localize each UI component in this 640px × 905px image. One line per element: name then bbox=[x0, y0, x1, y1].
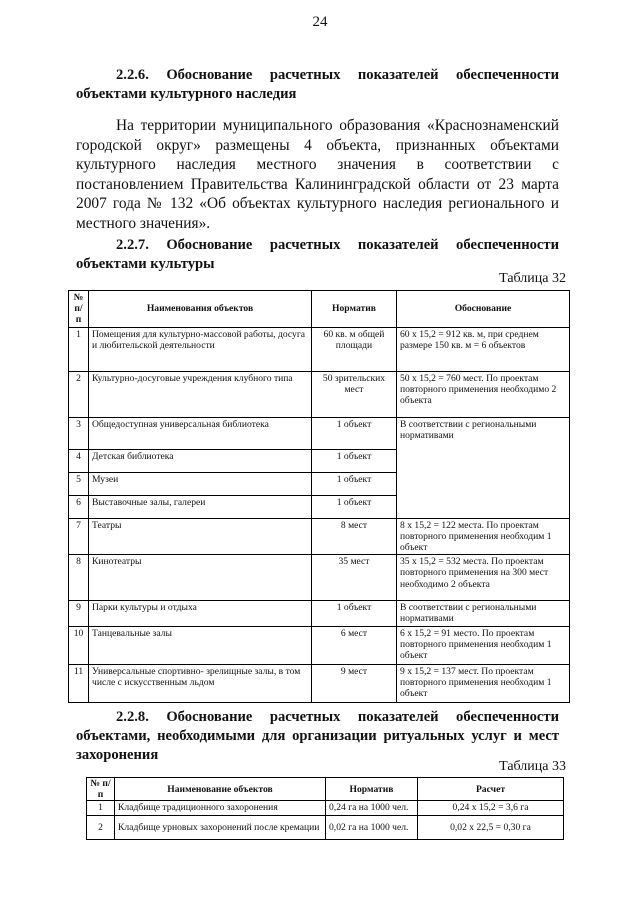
row-norm: 35 мест bbox=[312, 555, 397, 601]
row-name: Музеи bbox=[89, 472, 312, 495]
row-name: Культурно-досуговые учреждения клубного типа bbox=[89, 371, 312, 417]
col-header-number: № п/п bbox=[87, 778, 115, 801]
row-number: 2 bbox=[87, 815, 115, 839]
row-name: Детская библиотека bbox=[89, 449, 312, 472]
page-number: 24 bbox=[312, 14, 328, 30]
col-header-norm: Норматив bbox=[326, 778, 418, 801]
table-header-row bbox=[69, 291, 570, 328]
col-header-calc: Расчет bbox=[418, 778, 564, 801]
row-name: Общедоступная универсальная библиотека bbox=[89, 417, 312, 449]
row-basis: 6 x 15,2 = 91 место. По проектам повторного применения необходим 1 объект bbox=[397, 626, 570, 664]
section-228-title: 2.2.8. Обоснование расчетных показателей обеспеченности объектами, необходимыми для организации ритуальных услуг и мест захоронения bbox=[76, 709, 559, 763]
row-basis: 50 x 15,2 = 760 мест. По проектам повторного применения необходимо 2 объекта bbox=[397, 371, 570, 417]
row-name: Универсальные спортивно- зрелищные залы, в том числе с искусственным льдом bbox=[89, 664, 312, 702]
row-basis: 8 x 15,2 = 122 места. По проектам повторного применения необходим 1 объект bbox=[397, 518, 570, 555]
table-32 bbox=[68, 290, 570, 703]
section-227-title: 2.2.7. Обоснование расчетных показателей обеспеченности объектами культуры bbox=[76, 237, 559, 272]
row-norm: 1 объект bbox=[312, 495, 397, 518]
row-norm: 8 мест bbox=[312, 518, 397, 555]
col-header-name: Наименования объектов bbox=[89, 291, 312, 328]
table-row bbox=[69, 518, 570, 555]
row-basis: 60 x 15,2 = 912 кв. м, при среднем размере 150 кв. м = 6 объектов bbox=[397, 327, 570, 371]
row-basis: В соответствии с региональными нормативами bbox=[397, 417, 570, 518]
col-header-norm: Норматив bbox=[312, 291, 397, 328]
row-calc: 0,02 х 22,5 = 0,30 га bbox=[418, 815, 564, 839]
row-norm: 1 объект bbox=[312, 601, 397, 626]
row-number: 10 bbox=[69, 626, 89, 664]
row-name: Помещения для культурно-массовой работы, досуга и любительской деятельности bbox=[89, 327, 312, 371]
row-name: Кинотеатры bbox=[89, 555, 312, 601]
table-row bbox=[69, 555, 570, 601]
row-basis: В соответствии с региональными нормативами bbox=[397, 601, 570, 626]
col-header-number: № п/п bbox=[69, 291, 89, 328]
row-norm: 0,02 га на 1000 чел. bbox=[326, 815, 418, 839]
row-norm: 9 мест bbox=[312, 664, 397, 702]
row-norm: 1 объект bbox=[312, 449, 397, 472]
row-number: 4 bbox=[69, 449, 89, 472]
table-33 bbox=[86, 777, 564, 840]
row-norm: 0,24 га на 1000 чел. bbox=[326, 801, 418, 815]
row-norm: 50 зрительских мест bbox=[312, 371, 397, 417]
table-33-caption: Таблица 33 bbox=[499, 759, 566, 774]
table-row bbox=[69, 626, 570, 664]
row-basis: 9 x 15,2 = 137 мест. По проектам повторного применения необходим 1 объект bbox=[397, 664, 570, 702]
col-header-name: Наименование объектов bbox=[115, 778, 326, 801]
section-226-paragraph bbox=[76, 116, 559, 234]
row-norm: 1 объект bbox=[312, 417, 397, 449]
row-name: Театры bbox=[89, 518, 312, 555]
row-name: Кладбище традиционного захоронения bbox=[115, 801, 326, 815]
row-number: 11 bbox=[69, 664, 89, 702]
row-number: 1 bbox=[87, 801, 115, 815]
table-32-caption: Таблица 32 bbox=[499, 271, 566, 286]
row-name: Кладбище урновых захоронений после кремации bbox=[115, 815, 326, 839]
row-number: 7 bbox=[69, 518, 89, 555]
row-number: 1 bbox=[69, 327, 89, 371]
row-name: Парки культуры и отдыха bbox=[89, 601, 312, 626]
row-number: 8 bbox=[69, 555, 89, 601]
table-row bbox=[87, 815, 564, 839]
col-header-basis: Обоснование bbox=[397, 291, 570, 328]
row-number: 3 bbox=[69, 417, 89, 449]
row-number: 9 bbox=[69, 601, 89, 626]
table-row bbox=[69, 664, 570, 702]
row-number: 5 bbox=[69, 472, 89, 495]
row-norm: 6 мест bbox=[312, 626, 397, 664]
row-norm: 60 кв. м общей площади bbox=[312, 327, 397, 371]
table-header-row bbox=[87, 778, 564, 801]
table-row bbox=[69, 601, 570, 626]
row-number: 6 bbox=[69, 495, 89, 518]
table-row bbox=[69, 371, 570, 417]
paragraph-text: На территории муниципального образования «Краснознаменский городской округ» размещены 4 объекта, признанных объектами культурного наследия местного значения в соответствии с постановлением Правительства Калининградской области от 23 марта 2007 года № 132 «Об объектах культурного наследия регионального и местного значения». bbox=[76, 117, 559, 232]
table-row bbox=[69, 417, 570, 449]
section-226-title: 2.2.6. Обоснование расчетных показателей обеспеченности объектами культурного наследия bbox=[76, 67, 559, 102]
row-calc: 0,24 х 15,2 = 3,6 га bbox=[418, 801, 564, 815]
row-number: 2 bbox=[69, 371, 89, 417]
row-name: Танцевальные залы bbox=[89, 626, 312, 664]
table-row bbox=[87, 801, 564, 815]
row-norm: 1 объект bbox=[312, 472, 397, 495]
row-basis: 35 x 15,2 = 532 места. По проектам повторного применения на 300 мест необходимо 2 объекта bbox=[397, 555, 570, 601]
table-row bbox=[69, 327, 570, 371]
row-name: Выставочные залы, галереи bbox=[89, 495, 312, 518]
